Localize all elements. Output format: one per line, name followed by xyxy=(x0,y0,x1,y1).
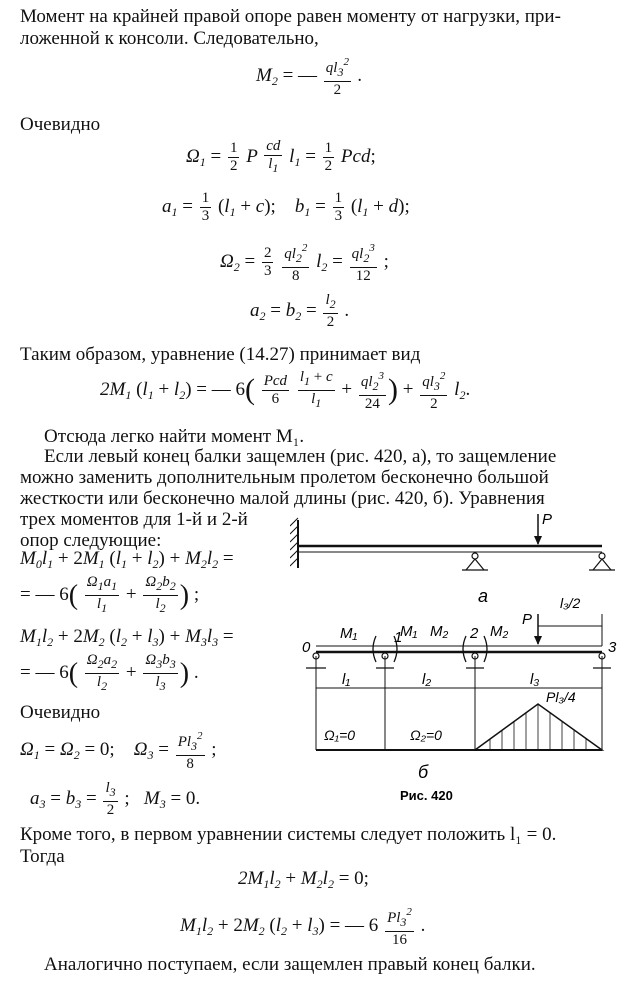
figure-b-force-label: P xyxy=(522,611,533,628)
formula-14-27: $2M_1$ $(l_1 + l_2)$ = — 6( $\frac{\text{Pcd}}{6}$ $\frac{l_1 + c}{l_1}$ + $\frac{ql_2^3}{24}$ ) + $\frac{ql_3^2}{2}$ $l_2$. xyxy=(100,369,471,412)
formula-omega3: $\Omega_1 = \Omega_2 = 0$; $\Omega_3$ = $\frac{Pl_3^2}{8}$ ; xyxy=(20,730,217,772)
formula-final-1: $2M_1l_2 + M_2l_2 = 0$; xyxy=(238,868,369,891)
moment-peak-label: Pl₃/4 xyxy=(546,689,576,705)
figure-caption: Рис. 420 xyxy=(400,788,453,803)
node-1: 1 xyxy=(394,629,403,646)
paragraph-4-line-2: можно заменить дополнительным пролетом бесконечно большой xyxy=(20,467,549,488)
paragraph-4-line-4: трех моментов для 1-й и 2-й xyxy=(20,509,248,530)
moment-m2-right: M₂ xyxy=(490,623,509,640)
paragraph-5-line-1: Кроме того, в первом уравнении системы следует положить l₁ = 0. xyxy=(20,824,557,845)
area-omega2: Ω₂=0 xyxy=(410,727,442,743)
paragraph-1-line-1: Момент на крайней правой опоре равен моменту от нагрузки, при- xyxy=(20,6,561,27)
formula-a3-b3: $a_3 = b_3$ = $\frac{l_3}{2}$ ; $M_3 = 0$. xyxy=(30,780,201,818)
paragraph-1-line-2: ложенной к консоли. Следовательно, xyxy=(20,28,319,49)
formula-system-2a: $M_1l_2 + 2M_2$ $(l_2 + l_3) + M_3l_3$ = xyxy=(20,626,234,649)
paragraph-5-line-2: Тогда xyxy=(20,846,65,867)
node-2: 2 xyxy=(470,625,479,642)
ochevidno-2: Очевидно xyxy=(20,702,101,723)
formula-m2: $M_2$ = — $\frac{ql_3^2}{2}$ . xyxy=(256,56,363,98)
moment-m1-right: M₁ xyxy=(400,623,418,640)
area-omega1: Ω₁=0 xyxy=(324,727,356,743)
ochevidno-1: Очевидно xyxy=(20,114,101,135)
paragraph-4-line-3: жесткости или бесконечно малой длины (рис. 420, б). Уравнения xyxy=(20,488,545,509)
paragraph-4-line-1: Если левый конец балки защемлен (рис. 420, а), то защемление xyxy=(44,446,557,467)
paragraph-6: Аналогично поступаем, если защемлен правый конец балки. xyxy=(44,954,536,975)
node-0: 0 xyxy=(302,639,311,656)
half-span-label: l₃/2 xyxy=(560,595,581,611)
span-l2: l₂ xyxy=(422,671,432,688)
formula-final-2: $M_1l_2 + 2M_2$ $(l_2 + l_3)$ = — 6 $\frac{Pl_3^2}{16}$ . xyxy=(180,906,426,948)
figure-a-beam xyxy=(290,511,615,606)
formula-a2-b2: $a_2 = b_2$ = $\frac{l_2}{2}$ . xyxy=(250,292,350,330)
formula-omega2: $\Omega_2$ = $\frac{2}{3}$ $\frac{ql_2^2}{8}$ $l_2$ = $\frac{ql_2^3}{12}$ ; xyxy=(220,242,389,284)
figure-420 xyxy=(290,506,630,806)
moment-m1-left: M₁ xyxy=(340,625,358,642)
formula-system-2b: = — 6( $\frac{\Omega_2a_2}{l_2}$ + $\frac{\Omega_3b_3}{l_3}$ ) . xyxy=(20,652,199,693)
span-l3: l₃ xyxy=(530,671,540,688)
span-l1: l₁ xyxy=(342,671,351,688)
node-3: 3 xyxy=(608,639,617,656)
formula-system-1b: = — 6( $\frac{\Omega_1a_1}{l_1}$ + $\frac{\Omega_2b_2}{l_2}$ ) ; xyxy=(20,574,200,615)
figure-b-beam xyxy=(302,595,617,803)
formula-a1-b1: $a_1$ = $\frac{1}{3}$ $(l_1 + c)$; $b_1$ = $\frac{1}{3}$ $(l_1 + d)$; xyxy=(162,190,410,224)
formula-omega1: $\Omega_1$ = $\frac{1}{2}$ P $\frac{cd}{l_1}$ $l_1$ = $\frac{1}{2}$ Pcd; xyxy=(186,138,376,175)
moment-m2-left: M₂ xyxy=(430,623,449,640)
paragraph-2: Таким образом, уравнение (14.27) принимает вид xyxy=(20,344,421,365)
figure-a-label: а xyxy=(478,586,489,606)
figure-b-label: б xyxy=(418,762,429,782)
paragraph-3: Отсюда легко найти момент M₁. xyxy=(44,426,305,447)
formula-system-1a: $M_0l_1 + 2M_1$ $(l_1 + l_2) + M_2l_2$ = xyxy=(20,548,234,571)
paragraph-4-line-5: опор следующие: xyxy=(20,530,162,551)
figure-a-force-label: P xyxy=(542,511,553,528)
